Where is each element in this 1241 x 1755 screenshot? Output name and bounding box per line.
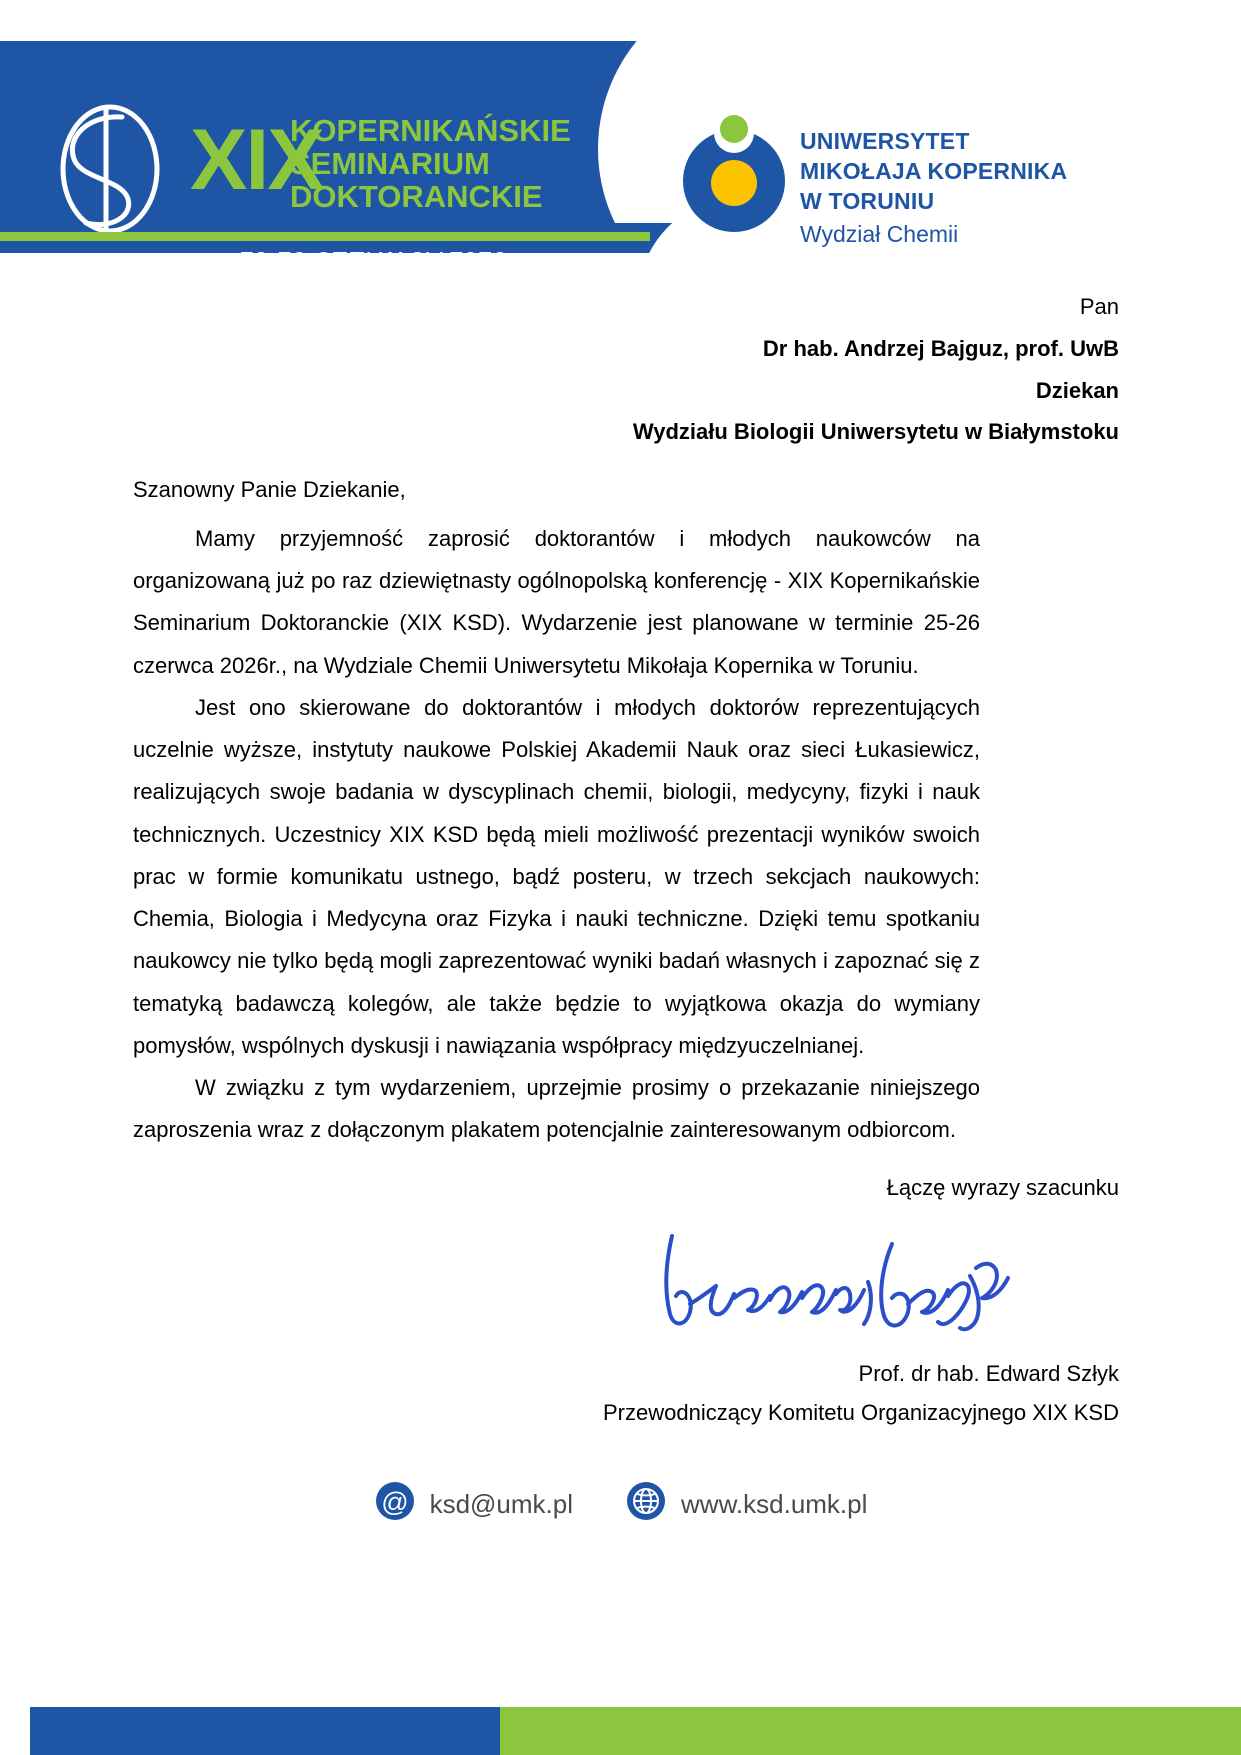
university-line-2: MIKOŁAJA KOPERNIKA bbox=[800, 157, 1068, 184]
footer-bar-green bbox=[500, 1707, 1241, 1755]
conference-title bbox=[290, 115, 571, 214]
footer-color-bar bbox=[0, 1707, 1241, 1755]
signature-icon bbox=[660, 1228, 1020, 1348]
globe-icon bbox=[625, 1480, 667, 1529]
letter-paragraph-1: Mamy przyjemność zaprosić doktorantów i młodych naukowców na organizowaną już po raz dziewiętnasty ogólnopolską konferencję - XIX Kopernikańskie Seminarium Doktoranckie (XIX KSD). Wydarzenie jest planowane w terminie 25-26 czerwca 2026r., na Wydziale Chemii Uniwersytetu Mikołaja Kopernika w Toruniu. bbox=[133, 526, 980, 678]
university-faculty: Wydział Chemii bbox=[800, 220, 959, 247]
university-line-3: W TORUNIU bbox=[800, 187, 935, 214]
contact-email[interactable] bbox=[374, 1480, 573, 1529]
signer-name: Prof. dr hab. Edward Szłyk bbox=[858, 1361, 1119, 1386]
umk-emblem-icon bbox=[672, 103, 802, 243]
contact-website-label: www.ksd.umk.pl bbox=[681, 1489, 868, 1519]
conference-roman-numeral: XIX bbox=[190, 112, 323, 208]
addressee-salutation-prefix: Pan bbox=[1079, 294, 1119, 319]
contact-website[interactable] bbox=[625, 1480, 867, 1529]
document-header bbox=[0, 41, 1241, 253]
addressee-name: Dr hab. Andrzej Bajguz, prof. UwB bbox=[762, 335, 1119, 361]
footer-bar-blue bbox=[30, 1707, 500, 1755]
addressee-role: Dziekan bbox=[1035, 377, 1119, 403]
ksd-monogram-icon bbox=[48, 99, 168, 239]
letter-paragraph-3: W związku z tym wydarzeniem, uprzejmie prosimy o przekazanie niniejszego zaproszenia wraz z dołączonym plakatem potencjalnie zainteresowanym odbiorcom. bbox=[133, 1075, 980, 1143]
contact-email-label: ksd@umk.pl bbox=[429, 1489, 574, 1519]
conference-title-line-1: KOPERNIKAŃSKIE bbox=[290, 113, 571, 148]
footer-contact-bar bbox=[0, 1480, 1241, 1529]
letter-closing: Łączę wyrazy szacunku bbox=[886, 1175, 1119, 1200]
signer-role: Przewodniczący Komitetu Organizacyjnego XIX KSD bbox=[602, 1399, 1119, 1425]
addressee-block bbox=[419, 286, 1119, 453]
letter-salutation: Szanowny Panie Dziekanie, bbox=[133, 477, 406, 502]
conference-title-line-2: SEMINARIUM bbox=[290, 145, 490, 181]
conference-title-line-3: DOKTORANCKIE bbox=[290, 178, 543, 214]
letter-paragraph-2: Jest ono skierowane do doktorantów i młodych doktorów reprezentujących uczelnie wyższe, instytuty naukowe Polskiej Akademii Nauk oraz sieci Łukasiewicz, realizujących swoje badania w dyscyplinach chemii, biologii, medycyny, fizyki i nauk technicznych. Uczestnicy XIX KSD będą mieli możliwość prezentacji wyników swoich prac w formie komunikatu ustnego, bądź posteru, w trzech sekcjach naukowych: Chemia, Biologia i Medycyna oraz Fizyka i nauki techniczne. Dzięki temu spotkaniu naukowcy nie tylko będą mogli zaprezentować wyniki badań własnych i zapoznać się z tematyką badawczą kolegów, ale także będzie to wyjątkowa okazja do wymiany pomysłów, wspólnych dyskusji i nawiązania współpracy międzyuczelnianej. bbox=[133, 694, 980, 1058]
signer-block bbox=[419, 1355, 1119, 1432]
university-name bbox=[800, 127, 1067, 251]
letter-body bbox=[133, 518, 980, 1152]
at-sign-icon bbox=[374, 1480, 416, 1529]
header-blue-rule bbox=[0, 241, 650, 252]
header-green-rule bbox=[0, 232, 650, 241]
svg-text:@: @ bbox=[380, 1487, 409, 1517]
addressee-faculty: Wydziału Biologii Uniwersytetu w Białymstoku bbox=[632, 419, 1119, 445]
university-line-1: UNIWERSYTET bbox=[800, 128, 970, 154]
